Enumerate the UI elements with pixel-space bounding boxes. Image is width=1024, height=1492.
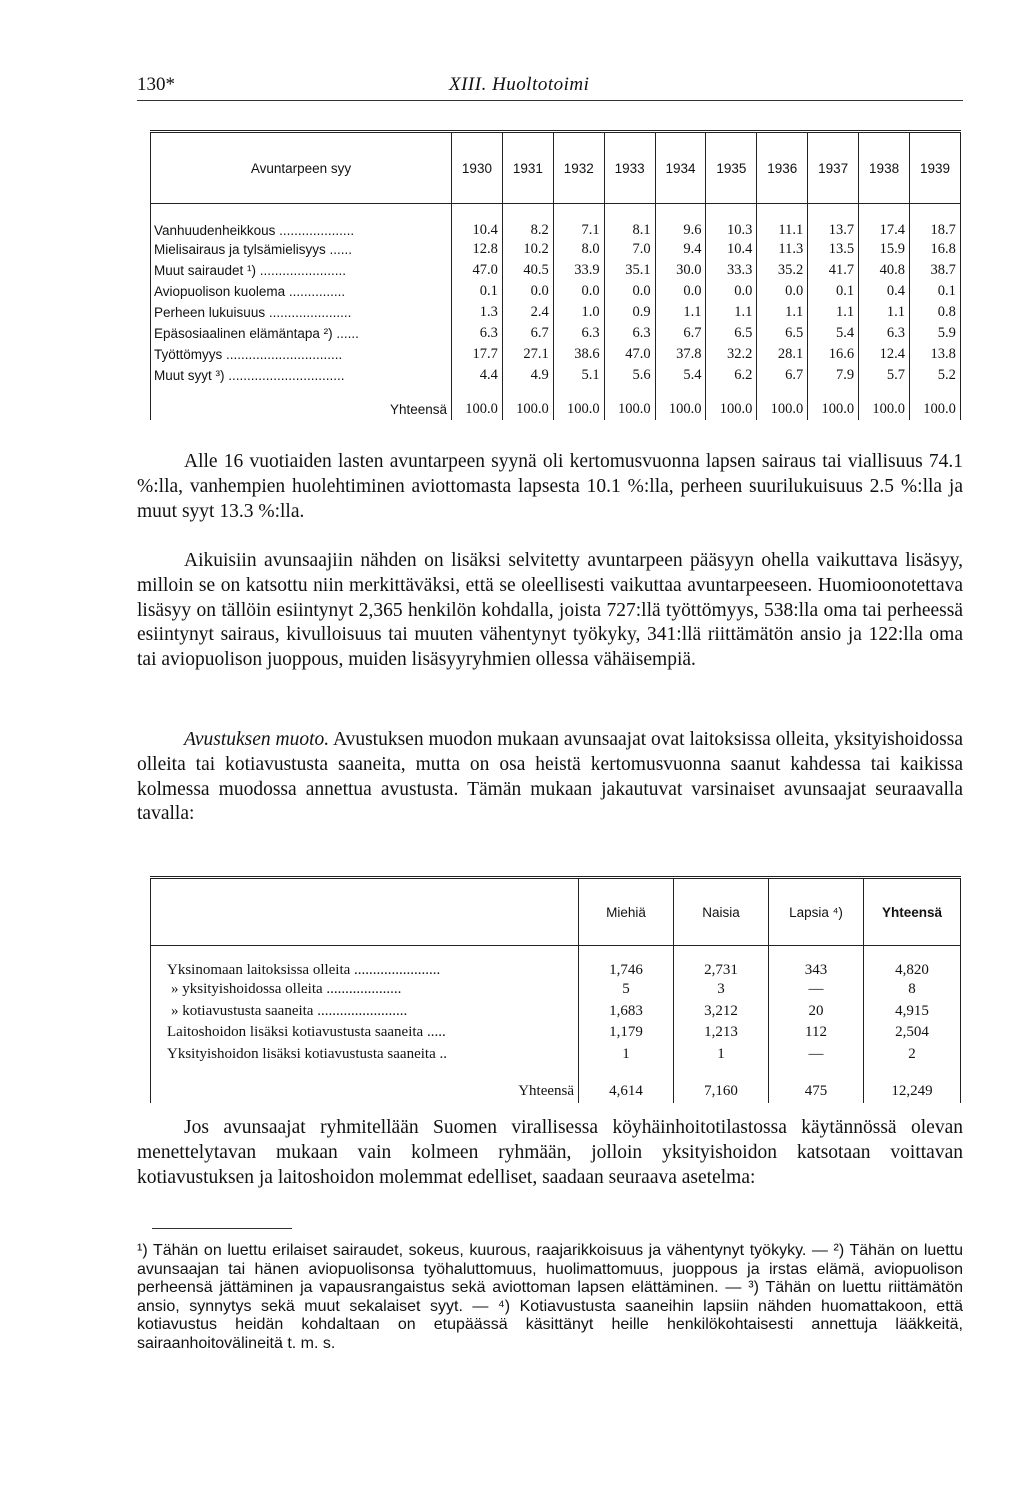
table-row <box>151 946 961 980</box>
table-cell: 0.4 <box>859 281 910 302</box>
total-row <box>151 1065 961 1103</box>
table-cell: 0.1 <box>910 281 961 302</box>
table-cell: 2 <box>864 1044 961 1066</box>
table-cell: 1 <box>674 1044 769 1066</box>
table-cell: 9.6 <box>655 204 706 240</box>
table-cell: 47.0 <box>604 344 655 365</box>
table-cell: 5.4 <box>808 323 859 344</box>
table-cell: 0.0 <box>502 281 553 302</box>
table-cell: 47.0 <box>452 260 503 281</box>
row-label: Perheen lukuisuus ...................... <box>151 302 452 323</box>
column-header-total: Yhteensä <box>864 878 961 946</box>
table-cell: 37.8 <box>655 344 706 365</box>
table-cell: 0.8 <box>910 302 961 323</box>
paragraph-form-of-aid <box>137 728 963 827</box>
year-header: 1939 <box>910 132 961 204</box>
table-cell: 6.3 <box>604 323 655 344</box>
table-row <box>151 1022 961 1044</box>
year-header: 1931 <box>502 132 553 204</box>
total-cell: 4,614 <box>579 1065 674 1103</box>
table-cell: 2,731 <box>674 946 769 980</box>
table-cell: 1,179 <box>579 1022 674 1044</box>
table1-label-header: Avuntarpeen syy <box>151 132 452 204</box>
table-cell: 20 <box>769 1001 864 1023</box>
total-cell: 475 <box>769 1065 864 1103</box>
table-cell: 17.4 <box>859 204 910 240</box>
table-cell: 3 <box>674 979 769 1001</box>
table-cell: 33.9 <box>553 260 604 281</box>
paragraph-additional-cause <box>137 549 963 673</box>
table-cell: 12.8 <box>452 239 503 260</box>
row-label: Mielisairaus ja tylsämielisyys ...... <box>151 239 452 260</box>
row-label: Aviopuolison kuolema ............... <box>151 281 452 302</box>
table-cell: 28.1 <box>757 344 808 365</box>
year-header: 1930 <box>452 132 503 204</box>
table-cell: 5.7 <box>859 365 910 386</box>
paragraph-children-causes <box>137 450 963 524</box>
table-cell: 6.7 <box>655 323 706 344</box>
table-cell: 4,820 <box>864 946 961 980</box>
table-cell: 5.4 <box>655 365 706 386</box>
row-label: Yksinomaan laitoksissa olleita ....................... <box>151 946 579 980</box>
table-cell: 0.0 <box>655 281 706 302</box>
table-cell: 1.1 <box>706 302 757 323</box>
page-header <box>137 72 963 100</box>
table-cell: 3,212 <box>674 1001 769 1023</box>
table-cell: 13.7 <box>808 204 859 240</box>
table-row <box>151 1044 961 1066</box>
table-cell: 1,683 <box>579 1001 674 1023</box>
row-label: Yksityishoidon lisäksi kotiavustusta saaneita .. <box>151 1044 579 1066</box>
table2-label-header <box>151 878 579 946</box>
table-cell: 6.2 <box>706 365 757 386</box>
table-cell: 6.3 <box>553 323 604 344</box>
table-cell: 10.2 <box>502 239 553 260</box>
paragraph-text: Alle 16 vuotiaiden lasten avuntarpeen syynä oli kertomusvuonna lapsen sairaus tai viallisuus 74.1 %:lla, vanhempien huolehtiminen aviottomasta lapsesta 10.1 %:lla, perheen suurilukuisuus 2.5 %:lla ja muut syyt 13.3 %:lla. <box>137 451 963 522</box>
table-cell: 0.1 <box>808 281 859 302</box>
table-cell: 7.1 <box>553 204 604 240</box>
table-cell: 40.5 <box>502 260 553 281</box>
table-row <box>151 344 961 365</box>
total-row <box>151 386 961 420</box>
table-cell: 6.7 <box>757 365 808 386</box>
table-cell: 35.2 <box>757 260 808 281</box>
table-cell: 16.6 <box>808 344 859 365</box>
row-label: » kotiavustusta saaneita ........................ <box>151 1001 579 1023</box>
cause-of-need-table <box>150 130 961 420</box>
table-cell: 30.0 <box>655 260 706 281</box>
table-cell: 1.0 <box>553 302 604 323</box>
table-cell: 33.3 <box>706 260 757 281</box>
recipients-by-aid-form-table <box>150 876 961 1103</box>
table-row <box>151 302 961 323</box>
total-label: Yhteensä <box>151 386 452 420</box>
total-cell: 100.0 <box>808 386 859 420</box>
table-cell: 2,504 <box>864 1022 961 1044</box>
table-cell: 6.5 <box>757 323 808 344</box>
table-cell: 0.0 <box>604 281 655 302</box>
header-rule <box>137 100 963 101</box>
table-cell: 38.7 <box>910 260 961 281</box>
table-cell: 1.1 <box>859 302 910 323</box>
table-cell: 4.4 <box>452 365 503 386</box>
table-cell: 8.2 <box>502 204 553 240</box>
table-cell: 27.1 <box>502 344 553 365</box>
table-cell: 10.3 <box>706 204 757 240</box>
column-header-children: Lapsia ⁴) <box>769 878 864 946</box>
table-cell: 2.4 <box>502 302 553 323</box>
table-cell: 5.9 <box>910 323 961 344</box>
paragraph-text: Jos avunsaajat ryhmitellään Suomen virallisessa köyhäinhoitotilastossa käytännössä olevan menettelytavan mukaan vain kolmeen ryhmään, jolloin yksityishoidon katsotaan voittavan kotiavustuksen ja laitoshoidon molemmat edelliset, saadaan seuraava asetelma: <box>137 1117 963 1188</box>
year-header: 1936 <box>757 132 808 204</box>
table-cell: 11.3 <box>757 239 808 260</box>
footnote-rule <box>152 1228 292 1229</box>
total-cell: 100.0 <box>604 386 655 420</box>
total-cell: 12,249 <box>864 1065 961 1103</box>
table-cell: 5.6 <box>604 365 655 386</box>
year-header: 1935 <box>706 132 757 204</box>
table-cell: 16.8 <box>910 239 961 260</box>
year-header: 1938 <box>859 132 910 204</box>
row-label: Laitoshoidon lisäksi kotiavustusta saaneita ..... <box>151 1022 579 1044</box>
table-row <box>151 239 961 260</box>
table-cell: 40.8 <box>859 260 910 281</box>
table-cell: 1.1 <box>808 302 859 323</box>
table-cell: 5 <box>579 979 674 1001</box>
running-title: XIII. Huoltotoimi <box>449 74 590 95</box>
table-cell: 4,915 <box>864 1001 961 1023</box>
table-cell: 9.4 <box>655 239 706 260</box>
table-cell: 8 <box>864 979 961 1001</box>
table-cell: 1.1 <box>655 302 706 323</box>
paragraph-grouping <box>137 1116 963 1190</box>
table-cell: — <box>769 1044 864 1066</box>
table-cell: 343 <box>769 946 864 980</box>
total-cell: 100.0 <box>553 386 604 420</box>
table-cell: 18.7 <box>910 204 961 240</box>
total-cell: 100.0 <box>757 386 808 420</box>
table-cell: 0.0 <box>757 281 808 302</box>
table-cell: 6.7 <box>502 323 553 344</box>
table-cell: 10.4 <box>706 239 757 260</box>
table-cell: 1.1 <box>757 302 808 323</box>
table-cell: 5.2 <box>910 365 961 386</box>
year-header: 1934 <box>655 132 706 204</box>
year-header: 1932 <box>553 132 604 204</box>
table-cell: 12.4 <box>859 344 910 365</box>
table-cell: 6.5 <box>706 323 757 344</box>
table-cell: 10.4 <box>452 204 503 240</box>
table-row <box>151 281 961 302</box>
table-cell: 13.8 <box>910 344 961 365</box>
year-header: 1933 <box>604 132 655 204</box>
table-cell: 0.9 <box>604 302 655 323</box>
table-row <box>151 365 961 386</box>
table-row <box>151 204 961 240</box>
total-cell: 100.0 <box>502 386 553 420</box>
total-cell: 100.0 <box>452 386 503 420</box>
table-cell: 4.9 <box>502 365 553 386</box>
table-cell: 41.7 <box>808 260 859 281</box>
table-row <box>151 979 961 1001</box>
table-cell: 0.1 <box>452 281 503 302</box>
table-cell: 1,746 <box>579 946 674 980</box>
footnotes: ¹) Tähän on luettu erilaiset sairaudet, sokeus, kuurous, raajarikkoisuus ja vähentynyt työkyky. — ²) Tähän on luettu avunsaajan tai hänen aviopuolisonsa työhaluttomuus, huolimattomuus, juoppous ja irstas elämä, aviopuolison perheensä jättäminen ja vapausrangaistus sekä aviottoman lapsen elättäminen. — ³) Tähän on luettu riittämätön ansio, synnytys sekä muut sekalaiset syyt. — ⁴) Kotiavustusta saaneihin lapsiin nähden huomattakoon, että kotiavustus heidän kohdaltaan on etupäässä käsittänyt heille henkilökohtaisesti annettuja lääkkeitä, sairaanhoitovälineitä t. m. s. <box>137 1242 963 1352</box>
table-cell: 38.6 <box>553 344 604 365</box>
total-cell: 7,160 <box>674 1065 769 1103</box>
table-cell: — <box>769 979 864 1001</box>
paragraph-text: Avustuksen muodon mukaan avunsaajat ovat laitoksissa olleita, yksityishoidossa olleita tai kotiavustusta saaneita, mutta on osa heistä kertomusvuonna saanut kahdessa tai kaikissa kolmessa muodossa annettua avustusta. Tämän mukaan jakautuvat varsinaiset avunsaajat seuraavalla tavalla: <box>137 729 964 825</box>
paragraph-text: Aikuisiin avunsaajiin nähden on lisäksi selvitetty avuntarpeen pääsyyn ohella vaikuttava lisäsyy, milloin se on katsottu niin merkittäväksi, että se oleellisesti vaikuttaa avuntarpeeseen. Huomioonotettava lisäsyy on tällöin esiintynyt 2,365 henkilön kohdalla, joista 727:llä työttömyys, 538:lla oma tai perheessä esiintynyt sairaus, kivulloisuus tai muuten vähentynyt työkyky, 341:llä riittämätön ansio ja 122:lla oma tai aviopuolison juoppous, muiden lisäsyyryhmien ollessa vähäisempiä. <box>137 550 963 671</box>
table-cell: 13.5 <box>808 239 859 260</box>
table-cell: 7.0 <box>604 239 655 260</box>
total-label: Yhteensä <box>151 1065 579 1103</box>
table1-header-row <box>151 132 961 204</box>
table-cell: 0.0 <box>553 281 604 302</box>
row-label: Muut sairaudet ¹) ....................... <box>151 260 452 281</box>
total-cell: 100.0 <box>859 386 910 420</box>
row-label: Epäsosiaalinen elämäntapa ²) ...... <box>151 323 452 344</box>
table-row <box>151 260 961 281</box>
total-cell: 100.0 <box>910 386 961 420</box>
table-cell: 112 <box>769 1022 864 1044</box>
table-cell: 1,213 <box>674 1022 769 1044</box>
total-cell: 100.0 <box>706 386 757 420</box>
table-cell: 6.3 <box>452 323 503 344</box>
section-heading-inline: Avustuksen muoto. <box>184 729 330 750</box>
row-label: Työttömyys ............................... <box>151 344 452 365</box>
total-cell: 100.0 <box>655 386 706 420</box>
table-row <box>151 1001 961 1023</box>
table-cell: 35.1 <box>604 260 655 281</box>
table2-header-row <box>151 878 961 946</box>
table-cell: 8.0 <box>553 239 604 260</box>
column-header-women: Naisia <box>674 878 769 946</box>
table-cell: 1 <box>579 1044 674 1066</box>
table-cell: 11.1 <box>757 204 808 240</box>
row-label: Muut syyt ³) ............................... <box>151 365 452 386</box>
year-header: 1937 <box>808 132 859 204</box>
table1-body <box>151 204 961 421</box>
table-cell: 1.3 <box>452 302 503 323</box>
table-cell: 0.0 <box>706 281 757 302</box>
table-cell: 17.7 <box>452 344 503 365</box>
table-cell: 5.1 <box>553 365 604 386</box>
row-label: Vanhuudenheikkous .................... <box>151 204 452 240</box>
table-cell: 7.9 <box>808 365 859 386</box>
table-cell: 8.1 <box>604 204 655 240</box>
page-number: 130* <box>137 74 175 95</box>
table-cell: 15.9 <box>859 239 910 260</box>
row-label: » yksityishoidossa olleita .................... <box>151 979 579 1001</box>
table-row <box>151 323 961 344</box>
table-cell: 6.3 <box>859 323 910 344</box>
table-cell: 32.2 <box>706 344 757 365</box>
column-header-men: Miehiä <box>579 878 674 946</box>
table2-body <box>151 946 961 1104</box>
